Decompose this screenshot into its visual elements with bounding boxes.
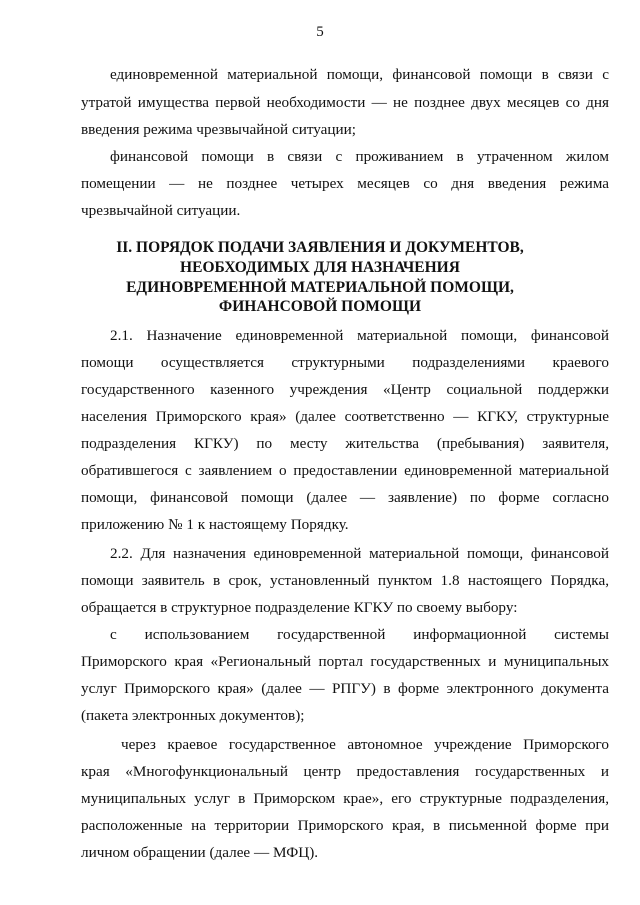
text-line: утратой имущества первой необходимости — не позднее двух месяцев со дня — [81, 94, 609, 111]
text-line: введения режима чрезвычайной ситуации; — [81, 121, 357, 138]
text-line: подразделения КГКУ) по месту жительства (пребывания) заявителя, — [81, 435, 609, 452]
text-line: края «Многофункциональный центр предоставления государственных и — [81, 763, 609, 780]
text-line: приложению № 1 к настоящему Порядку. — [81, 516, 349, 533]
text-line: обращается в структурное подразделение КГКУ по своему выбору: — [81, 599, 518, 616]
text-line: (пакета электронных документов); — [81, 707, 305, 724]
page-number: 5 — [316, 24, 324, 40]
text-line: помещении — не позднее четырех месяцев со дня введения режима — [81, 175, 609, 192]
text-line: единовременной материальной помощи, финансовой помощи в связи с — [110, 66, 609, 83]
text-line: 2.1. Назначение единовременной материальной помощи, финансовой — [110, 327, 609, 344]
text-line: помощи осуществляется структурными подразделениями краевого — [81, 354, 609, 371]
text-line: государственного казенного учреждения «Центр социальной поддержки — [81, 381, 609, 398]
text-line: личном обращении (далее — МФЦ). — [81, 844, 319, 861]
heading-line: НЕОБХОДИМЫХ ДЛЯ НАЗНАЧЕНИЯ — [180, 259, 460, 276]
text-line: через краевое государственное автономное учреждение Приморского — [121, 736, 609, 753]
text-line: помощи, финансовой помощи (далее — заявление) по форме согласно — [81, 489, 609, 506]
heading-line: II. ПОРЯДОК ПОДАЧИ ЗАЯВЛЕНИЯ И ДОКУМЕНТОВ, — [116, 239, 524, 256]
text-line: населения Приморского края» (далее соответственно — КГКУ, структурные — [81, 408, 609, 425]
text-line: Приморского края «Региональный портал государственных и муниципальных — [81, 653, 609, 670]
text-line: обратившегося с заявлением о предоставлении единовременной материальной — [81, 462, 609, 479]
text-line: финансовой помощи в связи с проживанием в утраченном жилом — [110, 148, 609, 165]
text-line: помощи заявитель в срок, установленный пунктом 1.8 настоящего Порядка, — [81, 572, 609, 589]
text-line: услуг Приморского края» (далее — РПГУ) в форме электронного документа — [81, 680, 609, 697]
text-line: муниципальных услуг в Приморском крае», его структурные подразделения, — [81, 790, 609, 807]
text-line: расположенные на территории Приморского края, в письменной форме при — [81, 817, 609, 834]
text-line: 2.2. Для назначения единовременной материальной помощи, финансовой — [110, 545, 609, 562]
text-line: с использованием государственной информационной системы — [110, 626, 609, 643]
heading-line: ЕДИНОВРЕМЕННОЙ МАТЕРИАЛЬНОЙ ПОМОЩИ, — [126, 279, 514, 296]
text-line: чрезвычайной ситуации. — [81, 202, 241, 219]
heading-line: ФИНАНСОВОЙ ПОМОЩИ — [218, 298, 422, 315]
